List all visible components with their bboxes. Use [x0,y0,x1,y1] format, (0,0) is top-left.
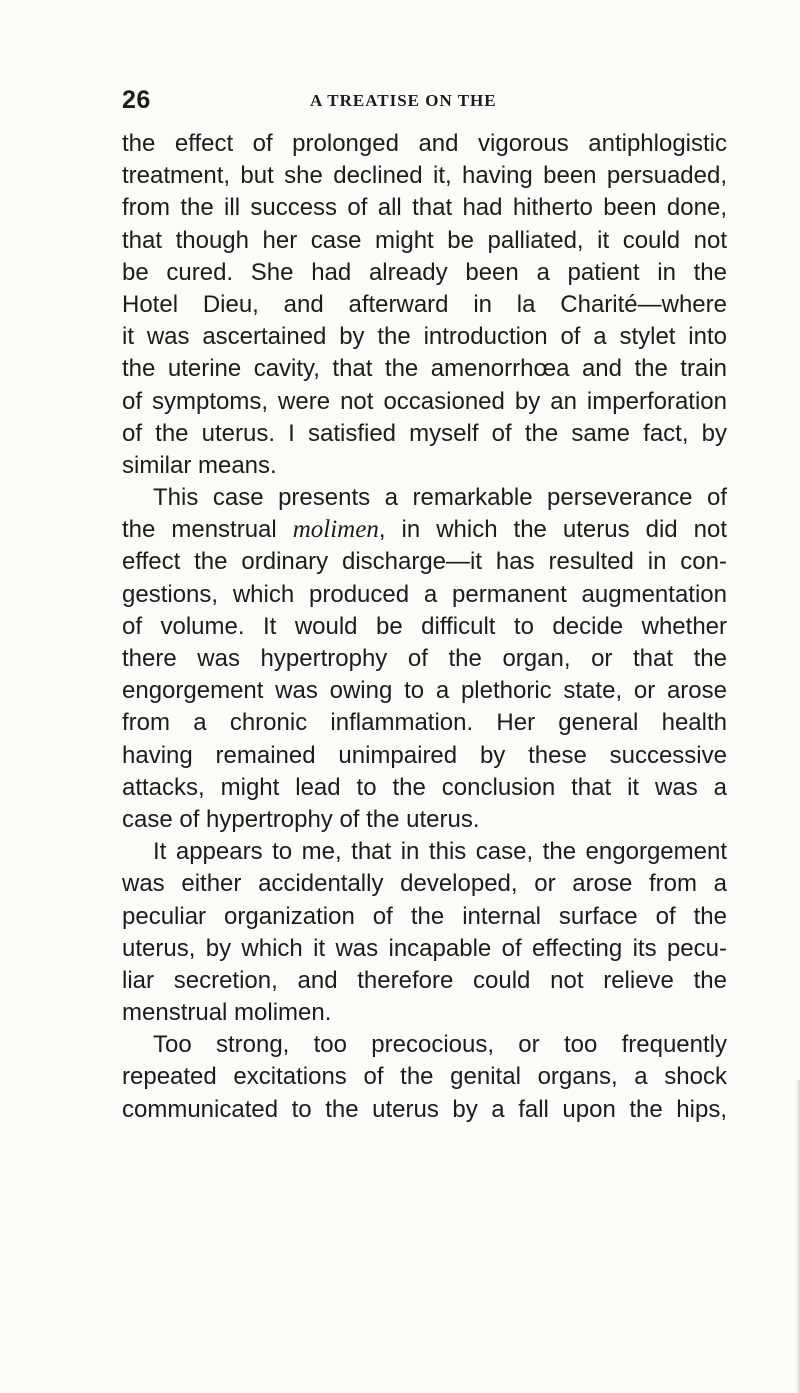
paragraph-start-line: It appears to me, that in this case, the engorgement [153,838,727,866]
text-line: be cured. She had already been a patient in the [122,258,727,286]
page-number: 26 [122,86,151,114]
text-line: the effect of prolonged and vigorous antiphlogistic [122,130,727,157]
text-line: having remained unimpaired by these successive [122,741,727,769]
page-header [122,86,727,116]
text-line: attacks, might lead to the conclusion that it was a [122,773,727,801]
text-line: uterus, by which it was incapable of effecting its pecu- [122,934,727,962]
text-line: gestions, which produced a permanent augmentation [122,580,727,608]
text-line: that though her case might be palliated, it could not [122,226,727,254]
line-prefix: the menstrual [122,516,293,544]
text-line: of symptoms, were not occasioned by an imperforation [122,387,727,415]
text-line: from a chronic inflammation. Her general health [122,709,727,737]
text-line: Hotel Dieu, and afterward in la Charité—where [122,290,727,318]
text-line: peculiar organization of the internal surface of the [122,902,727,930]
text-line: liar secretion, and therefore could not relieve the [122,966,727,994]
italic-term: molimen [292,516,379,544]
text-line: engorgement was owing to a plethoric state, or arose [122,677,727,705]
text-line: from the ill success of all that had hitherto been done, [122,194,727,222]
text-line: communicated to the uterus by a fall upon the hips, [122,1095,727,1123]
text-line: of volume. It would be difficult to decide whether [122,612,727,640]
text-line: effect the ordinary discharge—it has resulted in con- [122,548,727,576]
text-line: it was ascertained by the introduction of a stylet into [122,323,727,351]
paragraph-start-line: This case presents a remarkable perseverance of [153,484,727,512]
text-line: menstrual molimen. [122,999,332,1027]
text-line: repeated excitations of the genital organs, a shock [122,1063,727,1091]
text-line-with-italic [122,514,727,546]
body-text [122,128,727,1126]
running-head: A TREATISE ON THE [310,91,497,110]
text-line: similar means. [122,451,277,479]
text-line: was either accidentally developed, or arose from a [122,870,727,898]
paragraph-start-line: Too strong, too precocious, or too frequently [153,1031,727,1059]
text-line: treatment, but she declined it, having been persuaded, [122,162,727,190]
text-line: case of hypertrophy of the uterus. [122,805,480,833]
text-line: of the uterus. I satisfied myself of the same fact, by [122,419,727,447]
text-line: the uterine cavity, that the amenorrhœa and the train [122,355,727,383]
line-suffix: , in which the uterus did not [378,516,727,544]
page-edge-shadow [796,1080,800,1393]
text-line: there was hypertrophy of the organ, or that the [122,645,727,672]
